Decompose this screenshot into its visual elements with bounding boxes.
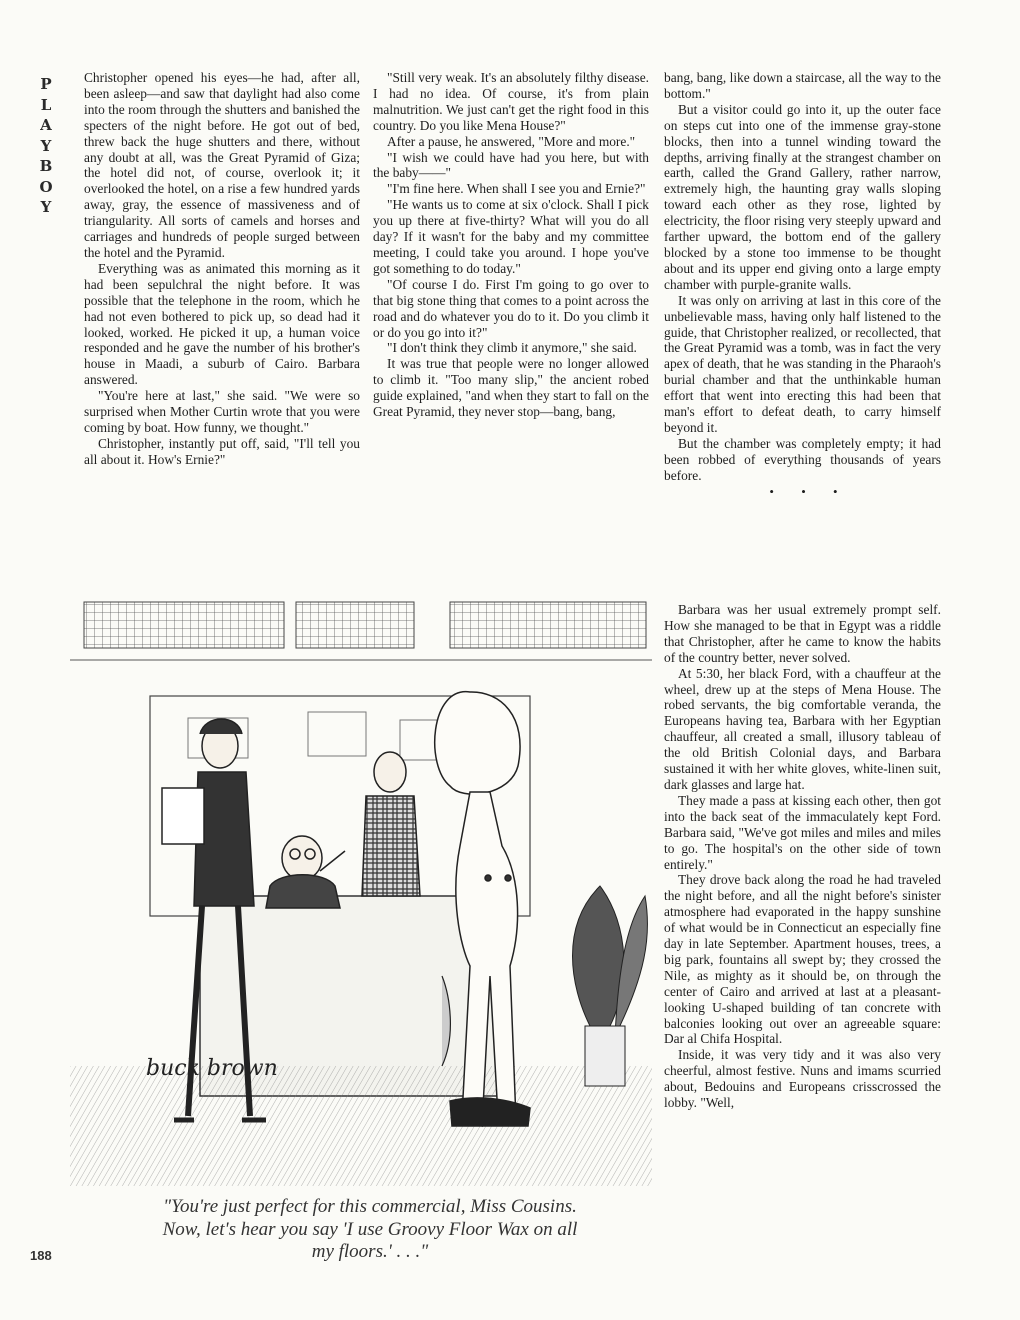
cartoon-caption: "You're just perfect for this commercial, Miss Cousins. Now, let's hear you say 'I use Groovy Floor Wax on all my floors.' . . ." <box>162 1196 578 1262</box>
artist-signature: buck brown <box>146 1056 278 1081</box>
masthead-letter: A <box>40 116 52 134</box>
paragraph: Christopher opened his eyes—he had, after all, been asleep—and saw that daylight had also come into the room through the shutters and banished the specters of the night before. He got out of bed, threw back the huge shutters and there, without any doubt at all, was the Great Pyramid of Giza; the hotel did not, of course, overlook it; it overlooked the hotel, on a rise a few hundred yards away, gray, the essence of massiveness and of triangularity. All sorts of camels and horses and carriages and hundreds of people surged between the hotel and the Pyramid. <box>84 70 360 260</box>
masthead-letter: P <box>40 75 52 93</box>
paragraph: But a visitor could go into it, up the outer face on steps cut into one of the immense gray-stone blocks, then into a tunnel winding toward the depths, arriving finally at the strangest chamber on earth, called the Grand Gallery, rather narrow, extremely high, the haunting gray walls sloping toward each other as they rose, lighted by electricity, the floor rising very steeply upward and farther upward, the bottom end of the gallery blocked by a stone too immense to be thought about and its upper end giving onto a large empty chamber with purple-granite walls. <box>664 101 941 292</box>
paragraph: "You're here at last," she said. "We were so surprised when Mother Curtin wrote that you were coming by boat. How funny, we thought." <box>84 388 360 435</box>
paragraph: "Of course I do. First I'm going to go over to that big stone thing that comes to a point across the road and do whatever you do to it. Do you climb it or do you go into it?" <box>373 276 649 340</box>
masthead-letter: Y <box>40 136 52 155</box>
cartoon-drawing <box>70 596 652 1186</box>
paragraph: They made a pass at kissing each other, then got into the back seat of the immaculately kept Ford. Barbara said, "We've got miles and miles and miles to go. The hospital's on the other side of town entirely." <box>664 792 941 872</box>
paragraph: It was only on arriving at last in this core of the unbelievable mass, having only half listened to the guide, that Christopher realized, or recollected, that the Great Pyramid was a tomb, was in fact the very apex of death, that he was standing in the Pharaoh's burial chamber and that the unthinkable human effort that went into erecting this had been that man's effort to defeat death, to carry himself beyond it. <box>664 292 941 435</box>
paragraph: "He wants us to come at six o'clock. Shall I pick you up there at five-thirty? What will you do all day? If it wasn't for the baby and my committee meeting, I could take you around. I hope you've got something to do today." <box>373 197 649 276</box>
page-number: 188 <box>30 1248 52 1263</box>
masthead-letter: L <box>40 95 52 114</box>
paragraph: They drove back along the road he had traveled the night before, and all the night before's sinister atmosphere had evaporated in the happy sunshine of what would be in Connecticut an especially fine day in late September. Apartment houses, trees, a big park, fountains all swept by; they crossed the Nile, as mighty as it should be, on through the center of Cairo and arrived at last at a pleasant-looking U-shaped building of tan concrete with balconies looking out over an agreeable square: Dar al Chifa Hospital. <box>664 872 941 1047</box>
text-column-2 <box>373 70 649 420</box>
ceiling-light-panel <box>450 602 646 648</box>
paragraph: bang, bang, like down a staircase, all the way to the bottom." <box>664 70 941 101</box>
text-column-1 <box>84 70 360 468</box>
masthead-letter: B <box>39 157 53 175</box>
paragraph: After a pause, he answered, "More and more." <box>387 133 636 149</box>
masthead-letter: O <box>39 177 53 196</box>
paragraph: "I don't think they climb it anymore," she said. <box>387 340 637 356</box>
cartoon-illustration <box>70 596 652 1186</box>
text-column-3-top <box>664 70 941 499</box>
paragraph: Barbara was her usual extremely prompt self. How she managed to be that in Egypt was a riddle that Christopher, after he came to know the habits of the country better, never solved. <box>664 602 941 665</box>
paragraph: "Still very weak. It's an absolutely filthy disease. I had no idea. Of course, it's from plain malnutrition. We just can't get the right food in this country. Do you like Mena House?" <box>373 70 649 133</box>
wall-picture <box>308 712 366 756</box>
clipboard <box>162 788 204 844</box>
text-column-3-bottom <box>664 602 941 1111</box>
paragraph: Christopher, instantly put off, said, "I'll tell you all about it. How's Ernie?" <box>84 435 360 467</box>
paragraph: "I'm fine here. When shall I see you and Ernie?" <box>387 181 646 197</box>
seated-executive <box>266 836 345 908</box>
section-separator: • • • <box>769 483 850 499</box>
masthead-vertical <box>34 74 58 218</box>
paragraph: "I wish we could have had you here, but with the baby——" <box>373 149 649 181</box>
ceiling-light-panel <box>84 602 284 648</box>
paragraph: Inside, it was very tidy and it was also very cheerful, almost festive. Nuns and imams scurried about, Bedouins and Europeans crisscrossed the lobby. "Well, <box>664 1047 941 1111</box>
potted-plant <box>573 886 648 1086</box>
masthead-letter: Y <box>40 198 52 216</box>
paragraph: But the chamber was completely empty; it had been robbed of everything thousands of years before. <box>664 435 941 483</box>
paragraph: Everything was as animated this morning as it had been sepulchral the night before. It was possible that the telephone in the room, which he had not even bothered to pick up, so dead had it looked, worked. He picked it up, a human voice responded and he gave the number of his brother's house in Maadi, a suburb of Cairo. Barbara answered. <box>84 260 360 388</box>
paragraph: At 5:30, her black Ford, with a chauffeur at the wheel, drew up at the steps of Mena House. The robed servants, the big comfortable veranda, the Europeans having tea, Barbara with her Egyptian chauffeur, all created a small, illusory tableau of the old British Colonial days, and Barbara sustained it with her white gloves, white-linen suit, dark glasses and large hat. <box>664 665 941 792</box>
paragraph: It was true that people were no longer allowed to climb it. "Too many slip," the ancient robed guide explained, "and when they start to fall on the Great Pyramid, they never stop—bang, bang, <box>373 356 649 420</box>
standing-man-plaid-jacket <box>362 752 420 896</box>
ceiling-light-panel <box>296 602 414 648</box>
floor <box>70 1066 652 1186</box>
